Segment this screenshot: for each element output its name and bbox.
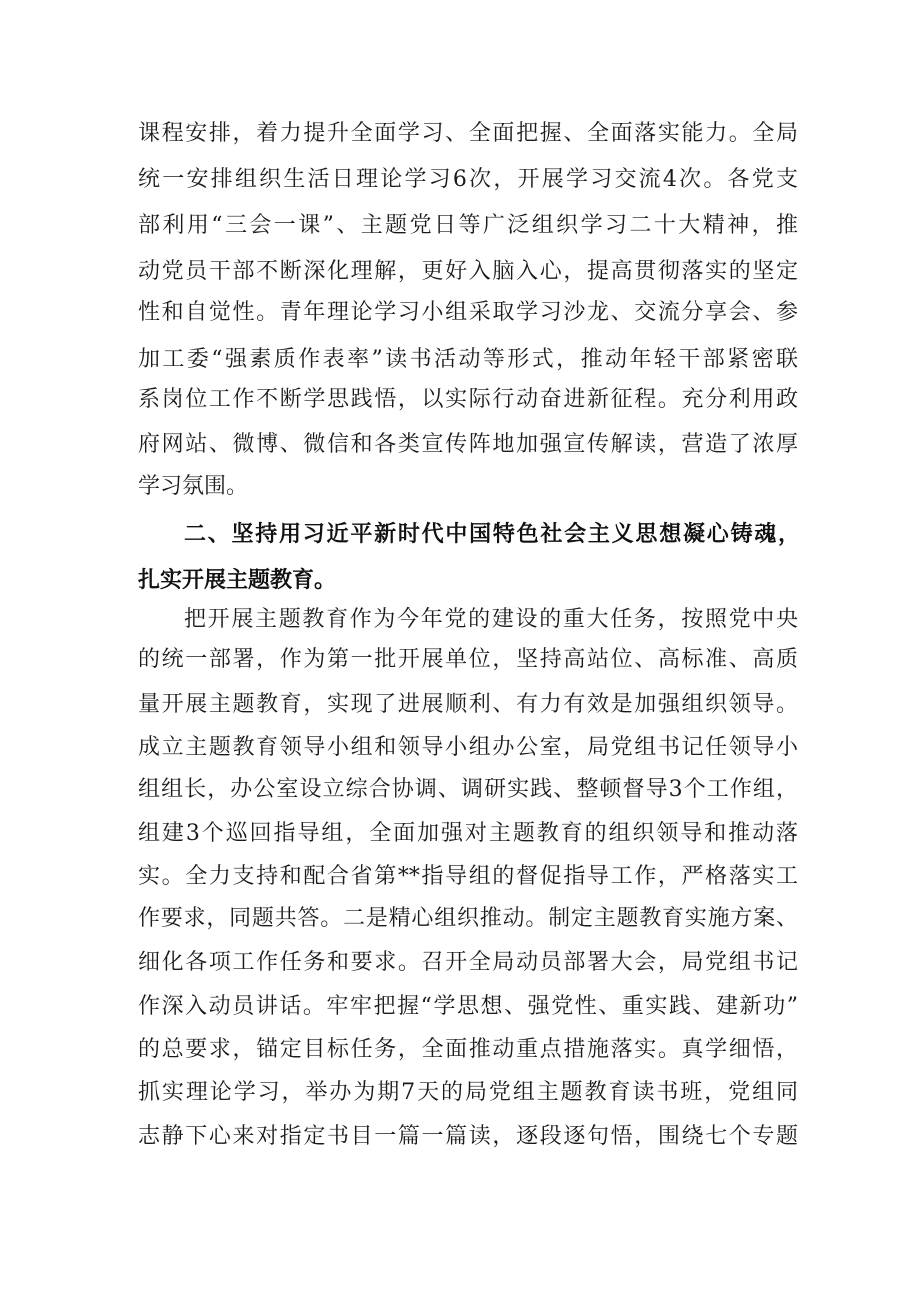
section-heading-line: 扎实开展主题教育。: [138, 568, 337, 593]
paragraph-line: 的统一部署，作为第一批开展单位，坚持高站位、高标准、高质: [138, 647, 798, 672]
paragraph-line: 作要求，同题共答。二是精心组织推动。制定主题教育实施方案、: [138, 906, 798, 931]
paragraph-line: 量开展主题教育，实现了进展顺利、有力有效是加强组织领导。: [138, 692, 798, 717]
paragraph-line: 统一安排组织生活日理论学习6次，开展学习交流4次。各党支: [138, 167, 798, 192]
paragraph-line: 系岗位工作不断学思践悟，以实际行动奋进新征程。充分利用政: [138, 387, 798, 412]
paragraph-line: 课程安排，着力提升全面学习、全面把握、全面落实能力。全局: [138, 121, 798, 146]
paragraph-line: 细化各项工作任务和要求。召开全局动员部署大会，局党组书记: [138, 950, 798, 975]
section-heading-line: 二、坚持用习近平新时代中国特色社会主义思想凝心铸魂，: [184, 522, 800, 547]
paragraph-line: 志静下心来对指定书目一篇一篇读，逐段逐句悟，围绕七个专题: [138, 1124, 798, 1149]
paragraph-line: 把开展主题教育作为今年党的建设的重大任务，按照党中央: [184, 607, 798, 632]
paragraph-line: 部利用“三会一课”、主题党日等广泛组织学习二十大精神，推: [138, 213, 798, 238]
paragraph-line: 实。全力支持和配合省第**指导组的督促指导工作，严格落实工: [138, 864, 798, 889]
paragraph-line: 抓实理论学习，举办为期7天的局党组主题教育读书班，党组同: [138, 1080, 798, 1105]
paragraph-line: 府网站、微博、微信和各类宣传阵地加强宣传解读，营造了浓厚: [138, 432, 798, 457]
paragraph-line: 性和自觉性。青年理论学习小组采取学习沙龙、交流分享会、参: [138, 300, 798, 325]
paragraph-line: 加工委“强素质作表率”读书活动等形式，推动年轻干部紧密联: [138, 347, 798, 372]
paragraph-line: 成立主题教育领导小组和领导小组办公室，局党组书记任领导小: [138, 735, 798, 760]
paragraph-line: 组建3个巡回指导组，全面加强对主题教育的组织领导和推动落: [138, 821, 798, 846]
paragraph-line: 的总要求，锚定目标任务，全面推动重点措施落实。真学细悟，: [138, 1037, 798, 1062]
paragraph-line: 组组长，办公室设立综合协调、调研实践、整顿督导3个工作组，: [138, 777, 798, 802]
paragraph-line: 动党员干部不断深化理解，更好入脑入心，提高贯彻落实的坚定: [138, 259, 798, 284]
paragraph-line: 学习氛围。: [138, 474, 249, 499]
paragraph-line: 作深入动员讲话。牢牢把握“学思想、强党性、重实践、建新功”: [138, 994, 798, 1019]
